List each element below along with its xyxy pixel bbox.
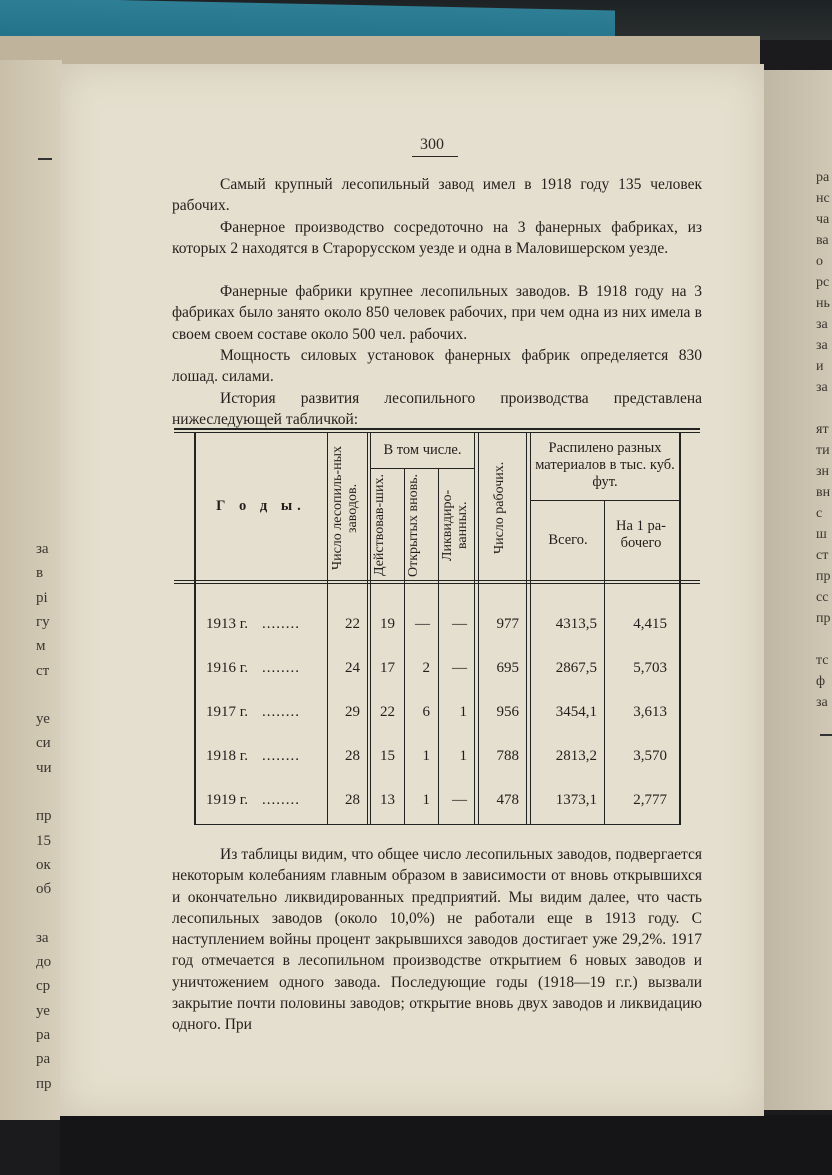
paragraph: История развития лесопильного производства представлена нижеследующей табличкой: [172, 390, 702, 429]
right-page-fragment: ф [816, 674, 826, 689]
left-page-fragment: уе [36, 1002, 50, 1019]
right-page-fragment: ва [816, 233, 829, 248]
paragraph: Мощность силовых установок фанерных фабрик определяется 830 лошад. силами. [172, 347, 702, 386]
left-page-fragment: пр [36, 808, 52, 825]
left-page-fragment: ра [36, 1051, 51, 1068]
cell-sawmills: 28 [345, 748, 360, 764]
cell-sawmills: 24 [345, 660, 360, 676]
left-page-dash [38, 158, 52, 160]
cell-liquidated: 1 [459, 704, 467, 720]
right-page-fragment: ст [816, 548, 829, 563]
left-page-fragment: до [36, 954, 52, 971]
page-number-rule [412, 156, 458, 157]
row-year: 1913 г. [206, 616, 248, 632]
right-page-fragment: нь [816, 296, 830, 311]
cell-workers: 695 [496, 660, 519, 676]
row-leader-dots: ........ [262, 616, 300, 632]
right-page-fragment: вн [816, 485, 831, 500]
left-page-fragment: ст [36, 662, 50, 679]
cell-opened: 1 [422, 792, 430, 808]
cell-total: 3454,1 [555, 704, 597, 720]
cell-per-worker: 2,777 [633, 792, 667, 808]
cell-liquidated: — [452, 660, 467, 676]
left-page-fragment: об [36, 881, 52, 898]
row-leader-dots: ........ [262, 792, 300, 808]
left-page-fragment: в [36, 565, 44, 582]
right-page-fragment: рс [816, 275, 830, 290]
cell-per-worker: 3,570 [633, 748, 667, 764]
right-page-fragment: ят [816, 422, 829, 437]
right-page-fragment: ча [816, 212, 830, 227]
cell-active: 13 [380, 792, 395, 808]
cell-total: 2867,5 [555, 660, 597, 676]
sawmill-history-table [174, 428, 700, 826]
paragraph: Фанерное производство сосредоточно на 3 фанерных фабриках, из которых 2 находятся в Старорусском уезде и одна в Маловишерском уезде. [172, 219, 702, 258]
left-page-fragment: ок [36, 856, 51, 873]
paragraph: Фанерные фабрики крупнее лесопильных заводов. В 1918 году на 3 фабриках было занято около 850 человек рабочих, при чем одна из них имела в своем своем составе около 500 чел. рабочих. [172, 283, 702, 343]
cell-active: 15 [380, 748, 395, 764]
cell-total: 1373,1 [555, 792, 597, 808]
cell-workers: 977 [496, 616, 519, 632]
right-page-fragment: сс [816, 590, 829, 605]
left-page-fragment: рі [36, 589, 48, 606]
right-page-fragment: пр [816, 611, 831, 626]
paragraph: Самый крупный лесопильный завод имел в 1918 году 135 человек рабочих. [172, 176, 702, 215]
left-page-fragment: за [36, 929, 49, 946]
left-page-fragment: за [36, 541, 49, 557]
header-workers: Число рабочих. [492, 461, 507, 555]
right-page-fragment: пр [816, 569, 831, 584]
page-number: 300 [420, 136, 444, 153]
cell-liquidated: — [452, 616, 467, 632]
row-leader-dots: ........ [262, 704, 300, 720]
document-page [60, 64, 764, 1116]
row-year: 1916 г. [206, 660, 248, 676]
left-page-fragment: чи [36, 759, 52, 776]
cell-per-worker: 4,415 [633, 616, 667, 632]
right-page-fragment: о [816, 254, 823, 269]
right-page-fragment: ра [816, 170, 830, 185]
cell-liquidated: 1 [459, 748, 467, 764]
cell-workers: 956 [496, 704, 519, 720]
left-page-fragment: си [36, 735, 51, 752]
header-total: Всего. [548, 532, 588, 548]
left-page-fragment: пр [36, 1075, 52, 1092]
cell-opened: 6 [422, 704, 430, 720]
cell-opened: 1 [422, 748, 430, 764]
right-page-fragment: с [816, 506, 823, 521]
left-page-fragment: ср [36, 978, 51, 995]
header-opened: Открытых вновь. [406, 473, 421, 577]
row-leader-dots: ........ [262, 660, 300, 676]
cell-active: 22 [380, 704, 395, 720]
right-page-fragment: за [816, 380, 828, 395]
header-per-worker: На 1 ра-бочего [616, 518, 666, 551]
right-page-fragment: за [816, 695, 828, 710]
right-page-fragment: зн [816, 464, 830, 479]
cell-active: 19 [380, 616, 395, 632]
cell-sawmills: 22 [345, 616, 360, 632]
cell-liquidated: — [452, 792, 467, 808]
header-sawn-materials: Распилено разных материалов в тыс. куб. фут. [535, 440, 675, 490]
header-including: В том числе. [383, 442, 462, 458]
right-adjacent-page [764, 70, 832, 1110]
cell-per-worker: 5,703 [633, 660, 667, 676]
cell-per-worker: 3,613 [633, 704, 667, 720]
cell-workers: 478 [496, 792, 519, 808]
left-page-fragment: ра [36, 1027, 51, 1043]
right-page-fragment: ш [816, 527, 827, 542]
right-page-fragment: тс [816, 653, 829, 668]
row-leader-dots: ........ [262, 748, 300, 764]
cell-workers: 788 [496, 748, 519, 764]
right-page-fragment: за [816, 338, 828, 353]
paragraph: Из таблицы видим, что общее число лесопильных заводов, подвергается некоторым колебаниям главным образом в зависимости от вновь открывшихся и окончательно ликвидированных предприятий. Мы видим далее, что часть лесопильных заводов (около 10,0%) не работали еще в 1913 году. С наступлением войны процент закрывшихся заводов достигает уже 29,2%. 1917 год отмечается в лесопильном производстве открытием 6 новых заводов и уничтожением одного завода. Последующие годы (1918—19 г.г.) вызвали закрытие почти половины заводов; открытие вновь двух заводов и ликвидацию одного. При [172, 846, 702, 1034]
right-page-fragment: ти [816, 443, 830, 458]
row-year: 1918 г. [206, 748, 248, 764]
cell-sawmills: 29 [345, 704, 360, 720]
right-page-fragment: нс [816, 191, 830, 206]
cell-total: 2813,2 [555, 748, 597, 764]
left-page-fragment: уе [36, 711, 50, 728]
header-sawmills: Число лесопиль-ных заводов. [330, 446, 360, 570]
row-year: 1917 г. [206, 704, 248, 720]
left-page-fragment: гу [36, 613, 50, 630]
left-page-fragment: м [36, 638, 46, 655]
cell-total: 4313,5 [555, 616, 597, 632]
cell-opened: 2 [422, 660, 430, 676]
header-years: Г о д ы. [216, 498, 306, 514]
cell-sawmills: 28 [345, 792, 360, 808]
right-page-fragment: за [816, 317, 828, 332]
header-active: Действовав-ших. [372, 474, 387, 576]
cell-active: 17 [380, 660, 395, 676]
left-adjacent-page [0, 60, 62, 1120]
left-page-fragment: 15 [36, 832, 51, 849]
right-page-fragment: и [816, 359, 824, 374]
header-liquidated: Ликвидиро-ванных. [440, 489, 470, 561]
row-year: 1919 г. [206, 792, 248, 808]
right-page-dash [820, 734, 832, 736]
cell-opened: — [415, 616, 430, 632]
background-bottom [60, 1115, 832, 1175]
